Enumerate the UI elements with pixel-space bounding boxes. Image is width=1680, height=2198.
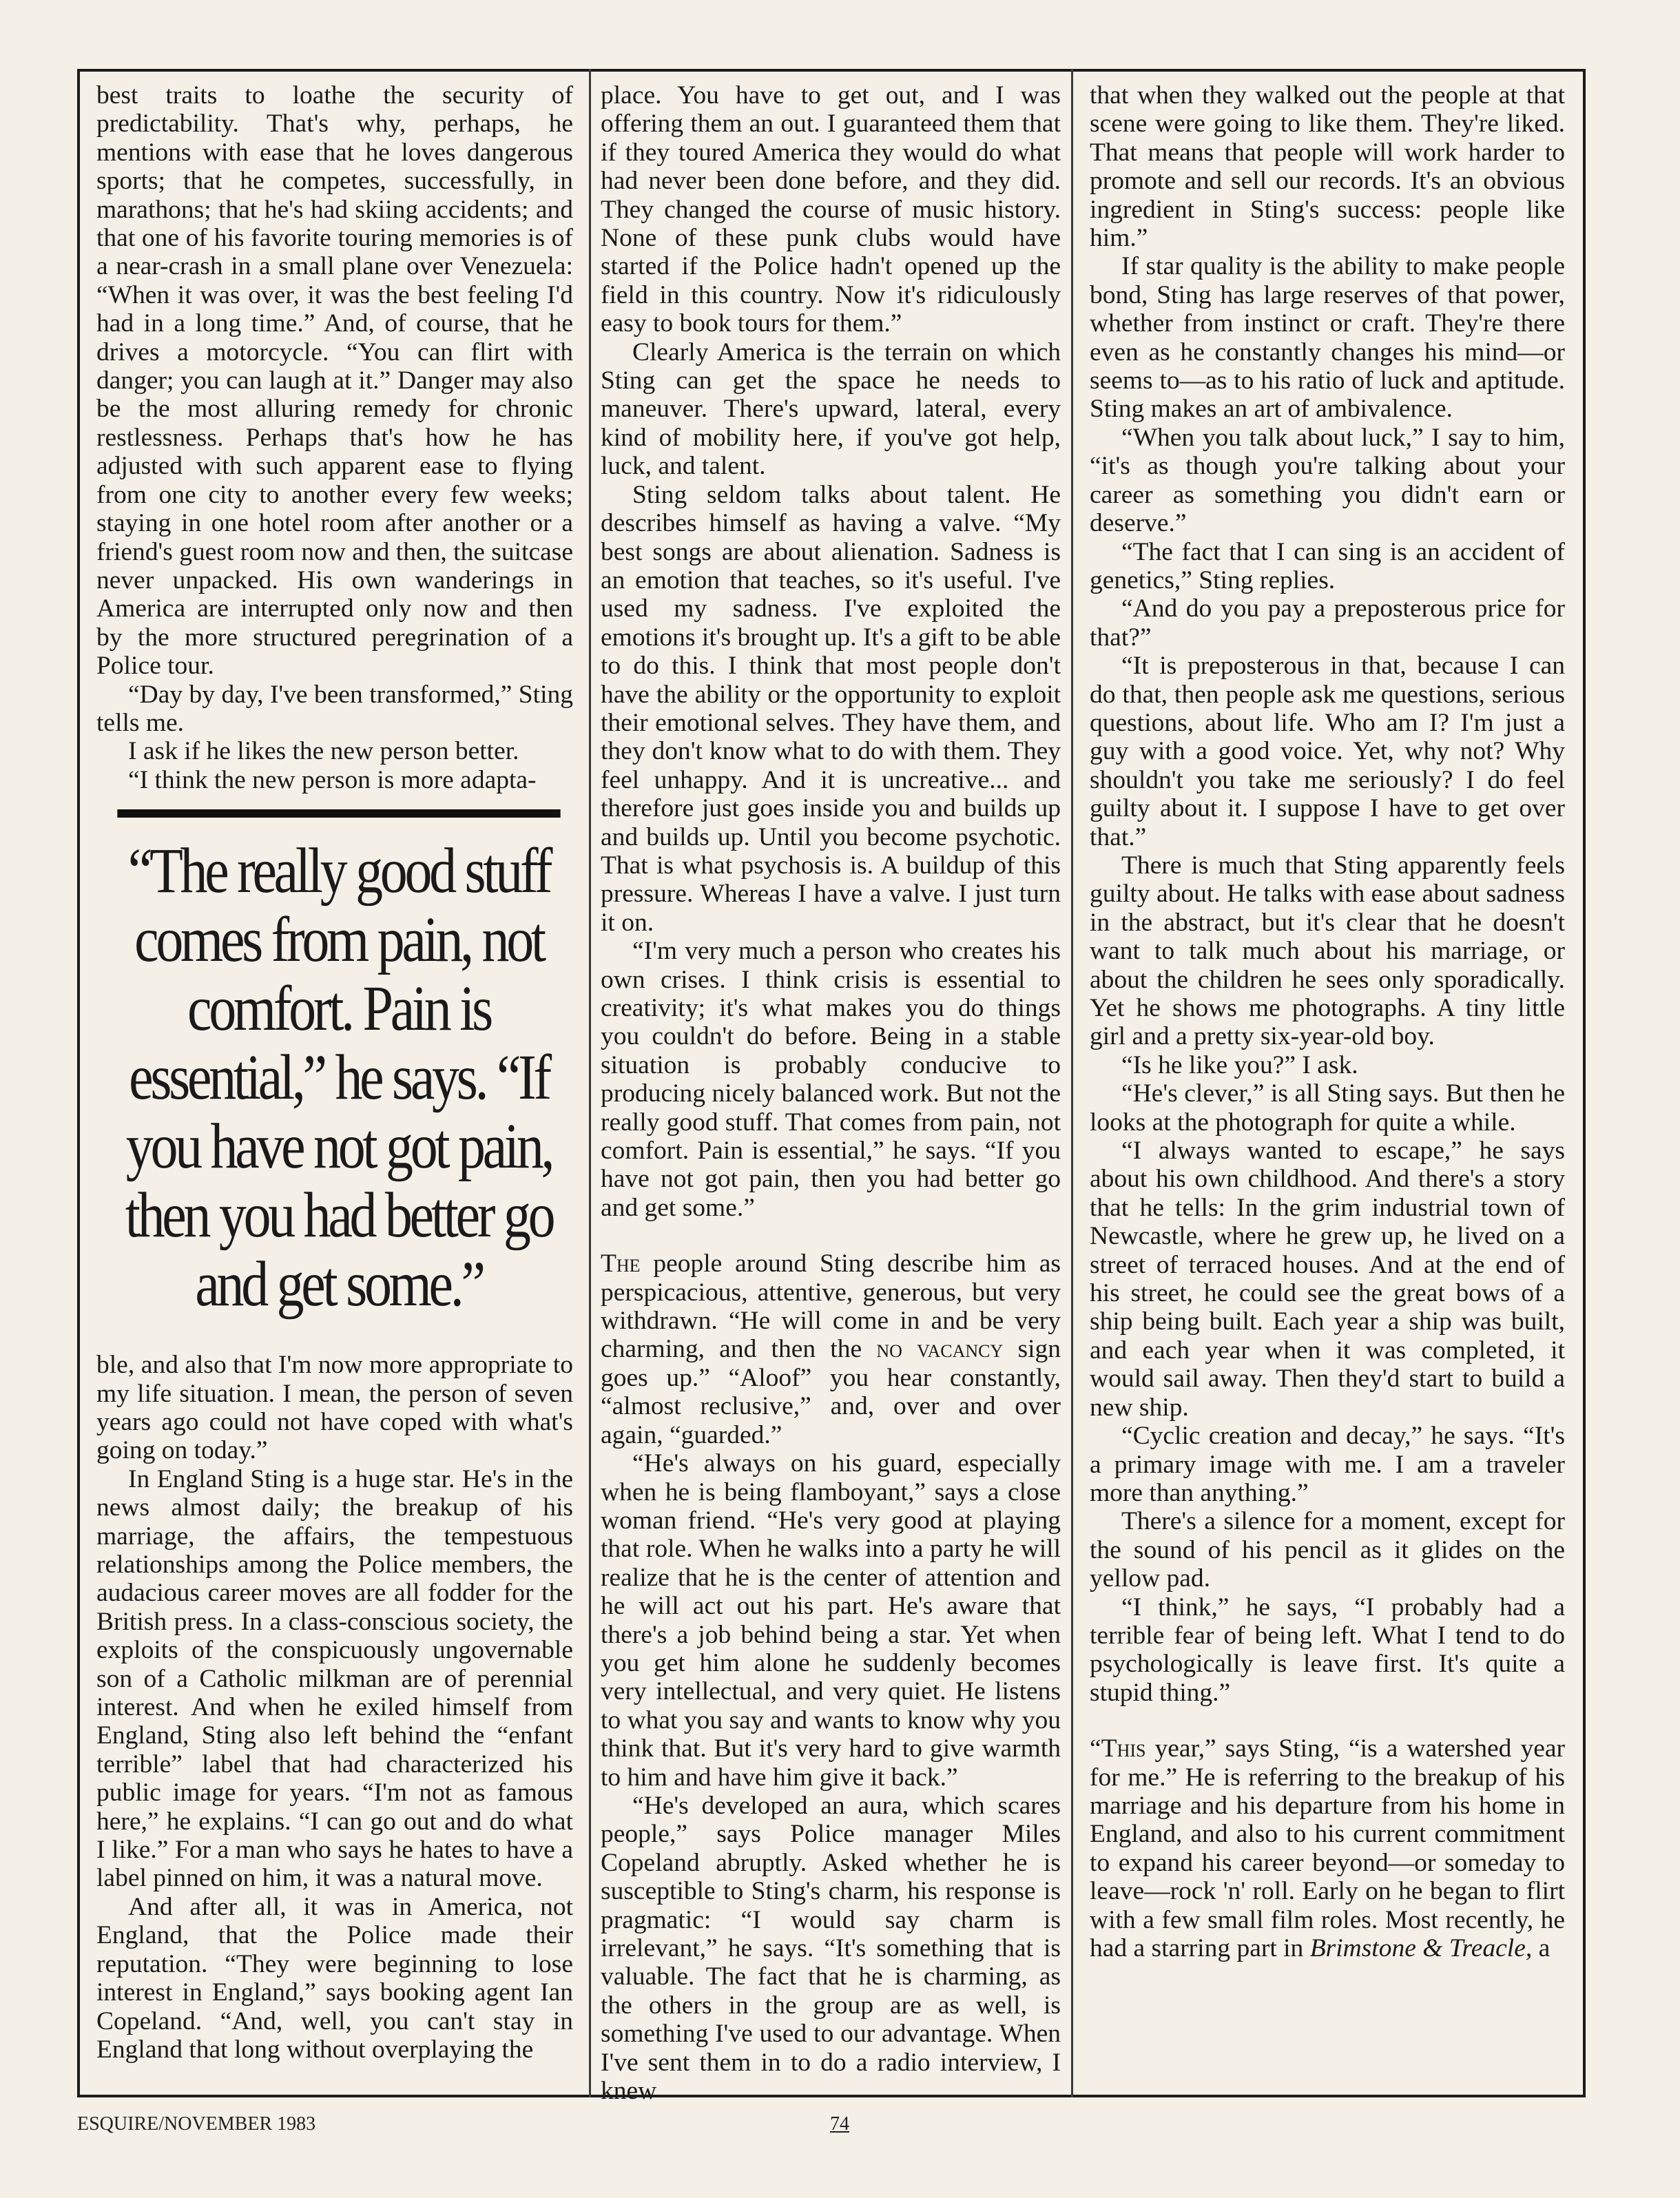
pull-quote: “The really good stuff comes from pain, not comfort. Pain is essential,” he says. “If you have not got pain, then you had better go and get some.” <box>117 809 560 1337</box>
film-title: Brimstone & Treacle, <box>1309 1934 1533 1962</box>
paragraph: “And do you pay a preposterous price for that?” <box>1090 594 1565 652</box>
paragraph: “Is he like you?” I ask. <box>1121 1050 1358 1079</box>
paragraph: In England Sting is a huge star. He's in the news almost daily; the breakup of his marriage, the affairs, the tempestuous relationships among the Police members, the audacious career moves are all fodder for the British press. In a class-conscious society, the exploits of the conspicuously ungovernable son of a Catholic milkman are of perennial interest. And when he exiled himself from England, Sting also left behind the “enfant terrible” label that had characterized his public image for years. “I'm not as famous here,” he explains. “I can go out and do what I like.” For a man who says he hates to have a label pinned on him, it was a natural move. <box>96 1464 573 1893</box>
paragraph: Clearly America is the terrain on which Sting can get the space he needs to maneuver. There's upward, lateral, every kind of mobility here, if you've got help, luck, and talent. <box>601 338 1061 481</box>
paragraph: “He's clever,” is all Sting says. But then he looks at the photograph for quite a while. <box>1090 1079 1565 1137</box>
paragraph: I ask if he likes the new person better. <box>128 737 519 766</box>
paragraph: “He's always on his guard, especially when he is being flamboyant,” says a close woman friend. “He's very good at playing that role. When he walks into a party he will realize that he is the center of attention and he will act out his part. He's aware that there's a job behind being a star. Yet when you get him alone he suddenly becomes very intellectual, and very quiet. He listens to what you say and wants to know why you think that. But it's very hard to give warmth to him and have him give it back.” <box>601 1449 1061 1792</box>
paragraph: “I think,” he says, “I probably had a terrible fear of being left. What I tend to do psychologically is leave first. It's quite a stupid thing.” <box>1090 1593 1565 1707</box>
paragraph: “I think the new person is more adapta- <box>128 765 537 794</box>
paragraph: And after all, it was in America, not England, that the Police made their reputation. “They were beginning to lose interest in England,” says booking agent Ian Copeland. “And, well, you can't stay in England that long without overplaying the <box>96 1892 573 2064</box>
paragraph: “Day by day, I've been transformed,” Sting tells me. <box>96 680 573 737</box>
paragraph: that when they walked out the people at that scene were going to like them. They're liked. That means that people will work harder to promote and sell our records. It's an obvious ingredient in Sting's success: people like him.” <box>1090 81 1565 253</box>
paragraph: There is much that Sting apparently feels guilty about. He talks with ease about sadness in the abstract, but it's clear that he doesn't want to talk much about his marriage, or about the children he sees only sporadically. Yet he shows me photographs. A tiny little girl and a pretty six-year-old boy. <box>1090 851 1565 1051</box>
section-lead-in: This <box>1101 1734 1146 1763</box>
column-rule-1 <box>589 69 591 2097</box>
paragraph: There's a silence for a moment, except for the sound of his pencil as it glides on the yellow pad. <box>1090 1507 1565 1593</box>
section-opening-paragraph: The people around Sting describe him as perspicacious, attentive, generous, but very withdrawn. “He will come in and be very charming, and then the no vacancy sign goes up.” “Aloof” you hear constantly, “almost reclusive,” and, over and over again, “guarded.” <box>601 1250 1061 1449</box>
paragraph: “Cyclic creation and decay,” he says. “It's a primary image with me. I am a traveler more than anything.” <box>1090 1422 1565 1507</box>
footer-masthead: ESQUIRE/NOVEMBER 1983 <box>77 2113 316 2135</box>
paragraph: “It is preposterous in that, because I can do that, then people ask me questions, serious questions, about life. Who am I? I'm just a guy with a good voice. Yet, why not? Why shouldn't you take me seriously? I do feel guilty about it. I suppose I have to get over that.” <box>1090 652 1565 851</box>
paragraph: “When you talk about luck,” I say to him, “it's as though you're talking about your career as something you didn't earn or deserve.” <box>1090 423 1565 538</box>
no-vacancy-sign-text: no vacancy <box>876 1335 1004 1364</box>
column-rule-2 <box>1071 69 1073 2097</box>
paragraph: place. You have to get out, and I was offering them an out. I guaranteed them that if they toured America they would do what had never been done before, and they did. They changed the course of music history. None of these punk clubs would have started if the Police hadn't opened up the field in this country. Now it's ridiculously easy to book tours for them.” <box>601 81 1061 338</box>
paragraph: “The fact that I can sing is an accident of genetics,” Sting replies. <box>1090 537 1565 594</box>
page-number: 74 <box>830 2113 849 2135</box>
paragraph: ble, and also that I'm now more appropriate to my life situation. I mean, the person of seven years ago could not have coped with what's going on today.” <box>96 1351 573 1465</box>
paragraph: “He's developed an aura, which scares people,” says Police manager Miles Copeland abruptly. Asked whether he is susceptible to Sting's charm, his response is pragmatic: “I would say charm is irrelevant,” he says. “It's something that is valuable. The fact that he is charming, as the others in the group are as well, is something I've used to our advantage. When I've sent them in to do a radio interview, I knew <box>601 1791 1061 2106</box>
column-2 <box>601 81 1061 2106</box>
column-3 <box>1090 81 1565 2089</box>
paragraph: If star quality is the ability to make people bond, Sting has large reserves of that power, whether from instinct or craft. They're there even as he constantly changes his mind—or seems to—as to his ratio of luck and aptitude. Sting makes an art of ambivalence. <box>1090 252 1565 424</box>
paragraph: “I always wanted to escape,” he says about his own childhood. And there's a story that he tells: In the grim industrial town of Newcastle, where he grew up, he lived on a street of terraced houses. And at the end of his street, he could see the great bows of a ship being built. Each year a ship was built, and each year when it was completed, it would sail away. Then they'd start to build a new ship. <box>1090 1137 1565 1422</box>
column-1 <box>96 81 573 2089</box>
section-opening-paragraph: “This year,” says Sting, “is a watershed year for me.” He is referring to the breakup of his marriage and his departure from his home in England, and also to his current commitment to expand his career beyond—or someday to leave—rock 'n' roll. Early on he began to flirt with a few small film roles. Most recently, he had a starring part in Brimstone & Treacle, a <box>1090 1734 1565 1962</box>
paragraph: “I'm very much a person who creates his own crises. I think crisis is essential to creativity; it's what makes you do things you couldn't do before. Being in a stable situation is probably conducive to producing nicely balanced work. But not the really good stuff. That comes from pain, not comfort. Pain is essential,” he says. “If you have not got pain, then you had better go and get some.” <box>601 937 1061 1222</box>
paragraph: best traits to loathe the security of predictability. That's why, perhaps, he mentions with ease that he loves dangerous sports; that he competes, successfully, in marathons; that he's had skiing accidents; and that one of his favorite touring memories is of a near-crash in a small plane over Venezuela: “When it was over, it was the best feeling I'd had in a long time.” And, of course, that he drives a motorcycle. “You can flirt with danger; you can laugh at it.” Danger may also be the most alluring remedy for chronic restlessness. Perhaps that's how he has adjusted with such apparent ease to flying from one city to another every few weeks; staying in one hotel room after another or a friend's guest room now and then, the suitcase never unpacked. His own wanderings in America are interrupted only now and then by the more structured peregrination of a Police tour. <box>96 81 574 681</box>
paragraph: Sting seldom talks about talent. He describes himself as having a valve. “My best songs are about alienation. Sadness is an emotion that teaches, so it's useful. I've used my sadness. I've exploited the emotions it's brought up. It's a gift to be able to do this. I think that most people don't have the ability or the opportunity to exploit their emotional selves. They have them, and they don't know what to do with them. They feel unhappy. And it is uncreative... and therefore just goes inside you and builds up and builds up. Until you become psychotic. That is what psychosis is. A buildup of this pressure. Whereas I have a valve. I just turn it on. <box>601 480 1061 937</box>
section-lead-in: The <box>601 1250 641 1278</box>
